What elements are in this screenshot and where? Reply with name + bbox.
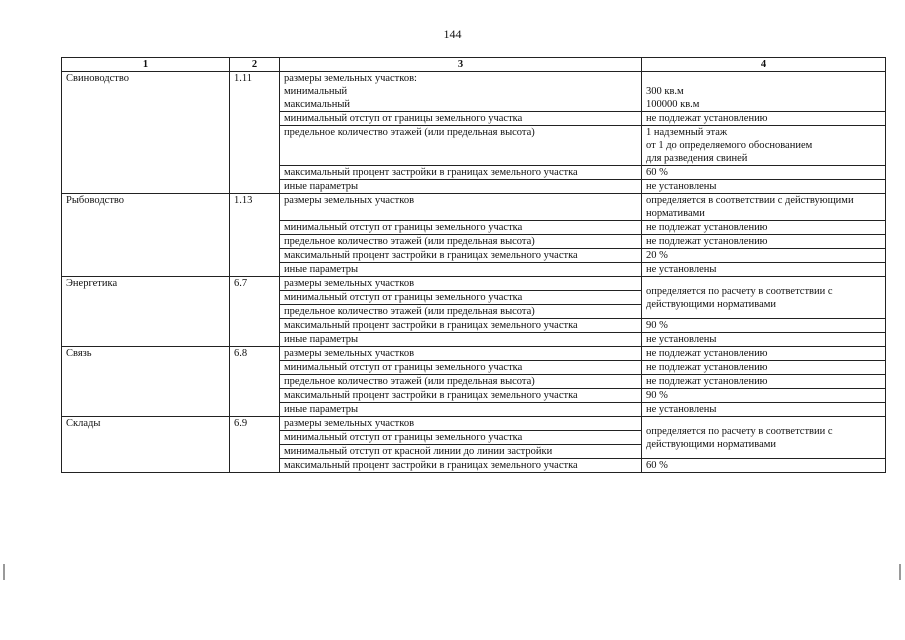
parameter-value: не подлежат установлению [642, 221, 886, 235]
parameter-value: не подлежат установлению [642, 361, 886, 375]
regulations-table [61, 57, 886, 473]
right-scan-mark [899, 564, 901, 580]
parameter-label: максимальный процент застройки в границах земельного участка [280, 249, 642, 263]
parameter-label: предельное количество этажей (или предельная высота) [280, 235, 642, 249]
table-row [62, 417, 886, 431]
parameter-value: не установлены [642, 403, 886, 417]
parameter-value: не подлежат установлению [642, 375, 886, 389]
parameter-label: минимальный отступ от красной линии до линии застройки [280, 445, 642, 459]
page-number: 144 [443, 27, 462, 41]
parameter-label: максимальный процент застройки в границах земельного участка [280, 459, 642, 473]
size-min-value: 300 кв.м [646, 86, 684, 97]
parameter-label: предельное количество этажей (или предельная высота) [280, 375, 642, 389]
use-type-name: Склады [62, 417, 230, 473]
parameter-label: минимальный отступ от границы земельного участка [280, 361, 642, 375]
parameter-value: 90 % [642, 319, 886, 333]
parameter-label: размеры земельных участков [280, 194, 642, 221]
table-header-row [62, 58, 886, 72]
use-type-name: Рыбоводство [62, 194, 230, 277]
use-type-code: 1.13 [230, 194, 280, 277]
parameter-label [280, 72, 642, 112]
column-header-1: 1 [62, 58, 230, 72]
use-type-code: 6.8 [230, 347, 280, 417]
parameter-label: минимальный отступ от границы земельного участка [280, 221, 642, 235]
parameter-value: не установлены [642, 263, 886, 277]
parameter-label: размеры земельных участков [280, 277, 642, 291]
use-type-code: 6.9 [230, 417, 280, 473]
parameter-value-merged: определяется по расчету в соответствии с действующими нормативами [642, 277, 886, 319]
parameter-value [642, 126, 886, 166]
parameter-label: иные параметры [280, 333, 642, 347]
parameter-value: 60 % [642, 166, 886, 180]
use-type-name: Энергетика [62, 277, 230, 347]
parameter-label: размеры земельных участков [280, 417, 642, 431]
parameter-value [642, 72, 886, 112]
use-type-code: 1.11 [230, 72, 280, 194]
use-type-code: 6.7 [230, 277, 280, 347]
table-row [62, 194, 886, 221]
parameter-value-merged: определяется по расчету в соответствии с действующими нормативами [642, 417, 886, 459]
parameter-value: 20 % [642, 249, 886, 263]
parameter-label: минимальный отступ от границы земельного участка [280, 431, 642, 445]
parameter-value: не установлены [642, 333, 886, 347]
parameter-label: иные параметры [280, 403, 642, 417]
table-row [62, 72, 886, 112]
parameter-value: не подлежат установлению [642, 347, 886, 361]
parameter-label: максимальный процент застройки в границах земельного участка [280, 319, 642, 333]
parameter-label: предельное количество этажей (или предельная высота) [280, 305, 642, 319]
floors-value-line: для разведения свиней [646, 153, 748, 164]
parameter-value: определяется в соответствии с действующими нормативами [642, 194, 886, 221]
parameter-label: минимальный отступ от границы земельного участка [280, 112, 642, 126]
size-max-label: максимальный [284, 99, 350, 110]
parameter-value: 90 % [642, 389, 886, 403]
left-scan-mark [3, 564, 5, 580]
parameter-label: размеры земельных участков [280, 347, 642, 361]
parameter-value: не подлежат установлению [642, 235, 886, 249]
parameter-value: 60 % [642, 459, 886, 473]
use-type-name: Свиноводство [62, 72, 230, 194]
floors-value-line: 1 надземный этаж [646, 127, 728, 138]
size-label: размеры земельных участков: [284, 73, 417, 84]
parameter-label: иные параметры [280, 263, 642, 277]
parameter-value: не установлены [642, 180, 886, 194]
table-row [62, 347, 886, 361]
parameter-label: максимальный процент застройки в границах земельного участка [280, 389, 642, 403]
column-header-4: 4 [642, 58, 886, 72]
floors-value-line: от 1 до определяемого обоснованием [646, 140, 813, 151]
size-min-label: минимальный [284, 86, 348, 97]
table-row [62, 277, 886, 291]
parameter-label: минимальный отступ от границы земельного участка [280, 291, 642, 305]
parameter-label: иные параметры [280, 180, 642, 194]
parameter-label: предельное количество этажей (или предельная высота) [280, 126, 642, 166]
column-header-2: 2 [230, 58, 280, 72]
parameter-label: максимальный процент застройки в границах земельного участка [280, 166, 642, 180]
use-type-name: Связь [62, 347, 230, 417]
parameter-value: не подлежат установлению [642, 112, 886, 126]
column-header-3: 3 [280, 58, 642, 72]
size-max-value: 100000 кв.м [646, 99, 700, 110]
